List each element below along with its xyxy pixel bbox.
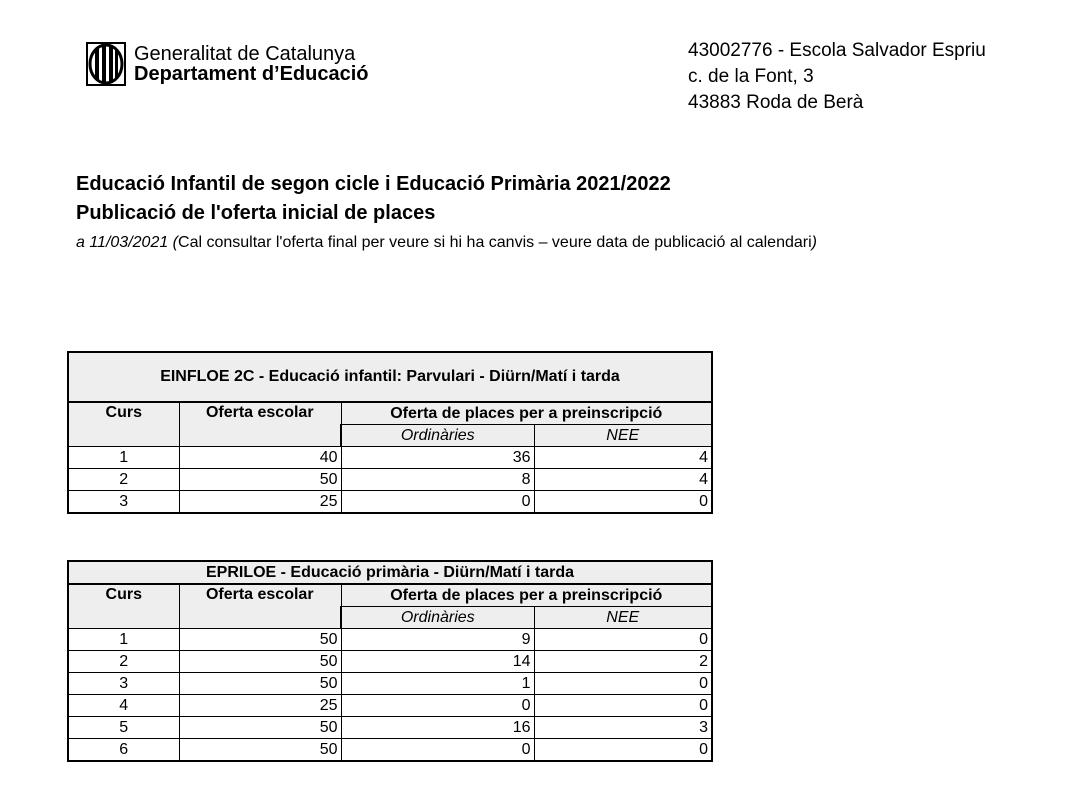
cell: 50: [179, 739, 341, 762]
org-name: Generalitat de Catalunya: [134, 43, 356, 65]
table-epriloe: [67, 560, 713, 762]
note-text: Cal consultar l'oferta final per veure si hi ha canvis – veure data de publicació al calendari: [178, 234, 812, 251]
table-row: [68, 717, 712, 739]
table-row: [68, 695, 712, 717]
cell: 2: [68, 469, 179, 491]
cell: 2: [68, 651, 179, 673]
cell: 50: [179, 673, 341, 695]
cell: 14: [341, 651, 534, 673]
note-close: ): [811, 234, 817, 251]
cell: 8: [341, 469, 534, 491]
col-oferta: Oferta escolar: [179, 584, 341, 629]
cell: 0: [534, 491, 712, 514]
logo: [86, 42, 369, 86]
cell: 0: [534, 739, 712, 762]
table-row: [68, 651, 712, 673]
school-street: c. de la Font, 3: [688, 66, 814, 87]
table-row: [68, 739, 712, 762]
cell: 0: [341, 491, 534, 514]
cell: 2: [534, 651, 712, 673]
cell: 50: [179, 717, 341, 739]
table-row: [68, 491, 712, 514]
col-nee: NEE: [534, 425, 712, 447]
table-row: [68, 629, 712, 651]
table-row: [68, 673, 712, 695]
cell: 4: [534, 469, 712, 491]
school-city: 43883 Roda de Berà: [688, 92, 864, 113]
publication-note: [76, 234, 817, 252]
doc-title: [76, 170, 671, 228]
cell: 40: [179, 447, 341, 469]
cell: 50: [179, 651, 341, 673]
cell: 0: [534, 695, 712, 717]
cell: 25: [179, 491, 341, 514]
cell: 1: [341, 673, 534, 695]
title-line1: Educació Infantil de segon cicle i Educació Primària 2021/2022: [76, 173, 671, 195]
cell: 3: [68, 491, 179, 514]
col-places: Oferta de places per a preinscripció: [341, 584, 712, 607]
col-nee: NEE: [534, 607, 712, 629]
cell: 25: [179, 695, 341, 717]
title-line2: Publicació de l'oferta inicial de places: [76, 202, 436, 224]
col-curs: Curs: [68, 584, 179, 629]
table-row: [68, 447, 712, 469]
cell: 4: [534, 447, 712, 469]
cell: 0: [534, 629, 712, 651]
cell: 0: [341, 739, 534, 762]
cell: 50: [179, 469, 341, 491]
school-name: 43002776 - Escola Salvador Espriu: [688, 40, 986, 61]
cell: 0: [534, 673, 712, 695]
col-curs: Curs: [68, 402, 179, 447]
col-ordinaries: Ordinàries: [341, 607, 534, 629]
cell: 36: [341, 447, 534, 469]
cell: 6: [68, 739, 179, 762]
cell: 1: [68, 447, 179, 469]
cell: 16: [341, 717, 534, 739]
table-row: [68, 469, 712, 491]
department-name: Departament d’Educació: [134, 63, 369, 85]
cell: 5: [68, 717, 179, 739]
table-caption: EINFLOE 2C - Educació infantil: Parvulari - Diürn/Matí i tarda: [68, 352, 712, 402]
cell: 50: [179, 629, 341, 651]
cell: 3: [68, 673, 179, 695]
col-oferta: Oferta escolar: [179, 402, 341, 447]
cell: 1: [68, 629, 179, 651]
cell: 0: [341, 695, 534, 717]
table-caption: EPRILOE - Educació primària - Diürn/Matí i tarda: [68, 561, 712, 584]
cell: 9: [341, 629, 534, 651]
cell: 4: [68, 695, 179, 717]
school-address: [688, 38, 986, 116]
col-ordinaries: Ordinàries: [341, 425, 534, 447]
col-places: Oferta de places per a preinscripció: [341, 402, 712, 425]
publication-date: a 11/03/2021 (: [76, 234, 179, 251]
cell: 3: [534, 717, 712, 739]
generalitat-seal-icon: [86, 42, 126, 86]
table-einfloe: [67, 351, 713, 514]
